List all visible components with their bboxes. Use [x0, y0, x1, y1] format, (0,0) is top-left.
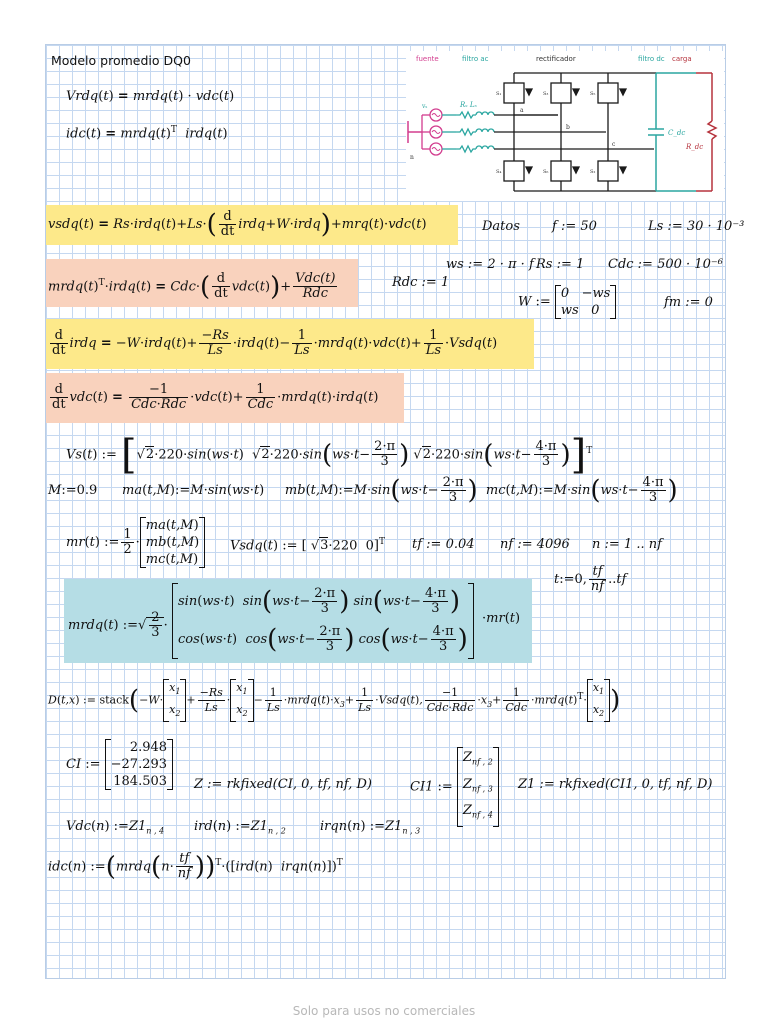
rectifier-circuit-diagram: [406, 51, 724, 201]
def-ls: Ls := 30 · 10⁻³: [648, 219, 745, 234]
svg-text:vₛ: vₛ: [422, 103, 428, 110]
svg-text:b: b: [566, 124, 570, 131]
eq-dvdc: $\frac{d}{dt}$ vdc(t) = $\frac{-1}{\text{Cdc·Rdc}}$ ·vdc(t)+ $\frac{1}{\text{Cdc}}$ ·mrdq(t)·irdq(t): [46, 373, 404, 423]
def-w-matrix: W := 0 −ws ws 0: [518, 285, 616, 319]
def-rs: Rs := 1: [536, 257, 585, 272]
label-filtro-ac: filtro ac: [462, 55, 489, 63]
def-idc-n: idc(n) :=(mrdq(n· $\frac{tf}{nf}$ ))$^T$·([ird(n) irqn(n)])$^T$: [48, 851, 343, 882]
def-t: t:=0, $\frac{tf}{nf}$ ..tf: [554, 564, 627, 594]
eq-idc: $idc(t) = mrdq(t)^T$ irdq(t): [66, 125, 228, 142]
def-irqn: irqn(n) $:=Z1_{n , 3}$: [320, 819, 421, 836]
def-n: n := 1 .. nf: [592, 537, 662, 552]
svg-text:S₃: S₃: [543, 91, 549, 97]
datos-label: Datos: [482, 219, 520, 234]
def-nf: nf := 4096: [500, 537, 570, 552]
svg-text:R_dc: R_dc: [686, 143, 704, 151]
def-vs: Vs(t) := [√2·220·sin(ws·t) √2·220·sin(ws·t− $\frac{2\cdot\pi}{3}$ ) √2·220·sin(ws·t− $\frac{4\cdot\pi}{3}$ )]$^T$: [66, 431, 593, 478]
eq-dirdq: $\frac{d}{dt}$ irdq = −W·irdq(t)+ $\frac{-Rs}{Ls}$ ·irdq(t)− $\frac{1}{Ls}$ ·mrdq(t)·vdc(t)+ $\frac{1}{Ls}$ ·Vsdq(t): [46, 319, 534, 369]
svg-text:S₅: S₅: [590, 91, 596, 97]
eq-cdc-model: $mrdq(t)^T\cdot irdq(t) = Cdc\cdot$( $\frac{d}{dt}$ vdc(t))+ $\frac{\text{Vdc(t)}}{\text{Rdc}}$: [46, 259, 358, 307]
def-vdc: Vdc(n) $:=Z1_{n , 4}$: [66, 819, 165, 836]
svg-text:a: a: [520, 107, 524, 114]
svg-text:S₄: S₄: [496, 169, 502, 175]
svg-text:Rₛ Lₛ: Rₛ Lₛ: [460, 101, 477, 109]
ci-value-1: 2.948: [129, 740, 168, 755]
eq-vrdq: Vrdq(t) = mrdq(t) · vdc(t): [66, 89, 235, 104]
label-fuente: fuente: [416, 55, 439, 63]
ac-source-icon: [408, 103, 442, 161]
def-modulation-row: M:=0.9 ma(t,M):=M·sin(ws·t) mb(t,M):=M·sin(ws·t− $\frac{2\cdot\pi}{3}$ ) mc(t,M):=M·sin(ws·t− $\frac{4\cdot\pi}{3}$ ): [48, 475, 678, 506]
ac-filter-icon: [442, 112, 654, 152]
worksheet: [45, 44, 745, 979]
def-z: Z := rkfixed(CI, 0, tf, nf, D): [194, 777, 372, 792]
def-ci: CI := 2.948 −27.293 184.503: [66, 739, 173, 790]
document-title: Modelo promedio DQ0: [51, 53, 191, 68]
def-mr: mr(t) := $\frac{1}{2}$ · ma(t,M) mb(t,M) mc(t,M): [66, 517, 205, 568]
footer-note: Solo para usos no comerciales: [292, 1004, 476, 1018]
ci-value-3: 184.503: [113, 774, 168, 789]
def-z1: Z1 := rkfixed(CI1, 0, tf, nf, D): [518, 777, 713, 792]
def-mrdq: mrdq(t) :=√ $\frac{2}{3}$ · sin(ws·t) sin(ws·t− $\frac{2\cdot\pi}{3}$ ) sin(ws·t− $\frac{4\cdot\pi}{3}$ ) cos(ws·t) cos(ws·t− $\frac{2\cdot\pi}{3}$ ) cos(ws·t− $\frac{4\cdot\pi}{3}$ ) ·mr(t): [64, 579, 532, 663]
svg-text:S₆: S₆: [543, 169, 549, 175]
svg-text:c: c: [612, 141, 616, 148]
label-carga: carga: [672, 55, 692, 63]
svg-text:S₁: S₁: [496, 91, 502, 97]
load-resistor-icon: [696, 73, 716, 191]
def-f: f := 50: [552, 219, 597, 234]
def-d-stack: D(t,x) := stack(−W· $x_1$ $x_2$ + $\frac{-Rs}{Ls}$ · $x_1$ $x_2$ − $\frac{1}{Ls}$ $\cdot mrdq(t)\cdot x_3+$ $\frac{1}{Ls}$ ·Vsdq(t), $\frac{-1}{\text{Cdc·Rdc}}$ $\cdot x_3+$ $\frac{1}{\text{Cdc}}$ $\cdot mrdq(t)^T\cdot$ $x_1$ $x_2$ ): [48, 677, 620, 725]
svg-text:S₂: S₂: [590, 169, 596, 175]
svg-text:n: n: [410, 154, 414, 161]
def-vsdq: Vsdq(t) := [ √3·220 0]$^T$: [230, 537, 385, 554]
label-rectificador: rectificador: [536, 55, 576, 63]
def-ird: ird(n) $:=Z1_{n , 2}$: [194, 819, 286, 836]
def-tf: tf := 0.04: [412, 537, 475, 552]
label-filtro-dc: filtro dc: [638, 55, 665, 63]
def-fm: fm := 0: [664, 295, 713, 310]
eq-vsdq-model: vsdq(t) = Rs·irdq(t)+Ls·( $\frac{d}{dt}$ irdq+W·irdq)+mrq(t)·vdc(t): [46, 205, 458, 245]
def-ci1: CI1 := $Z_{nf , 2}$ $Z_{nf , 3}$ $Z_{nf , 4}$: [410, 747, 499, 827]
def-cdc: Cdc := 500 · 10⁻⁶: [608, 257, 723, 272]
ci-value-2: −27.293: [110, 757, 168, 772]
def-ws: ws := 2 · π · f: [446, 257, 534, 272]
svg-text:C_dc: C_dc: [668, 129, 686, 137]
def-rdc: Rdc := 1: [392, 275, 450, 290]
